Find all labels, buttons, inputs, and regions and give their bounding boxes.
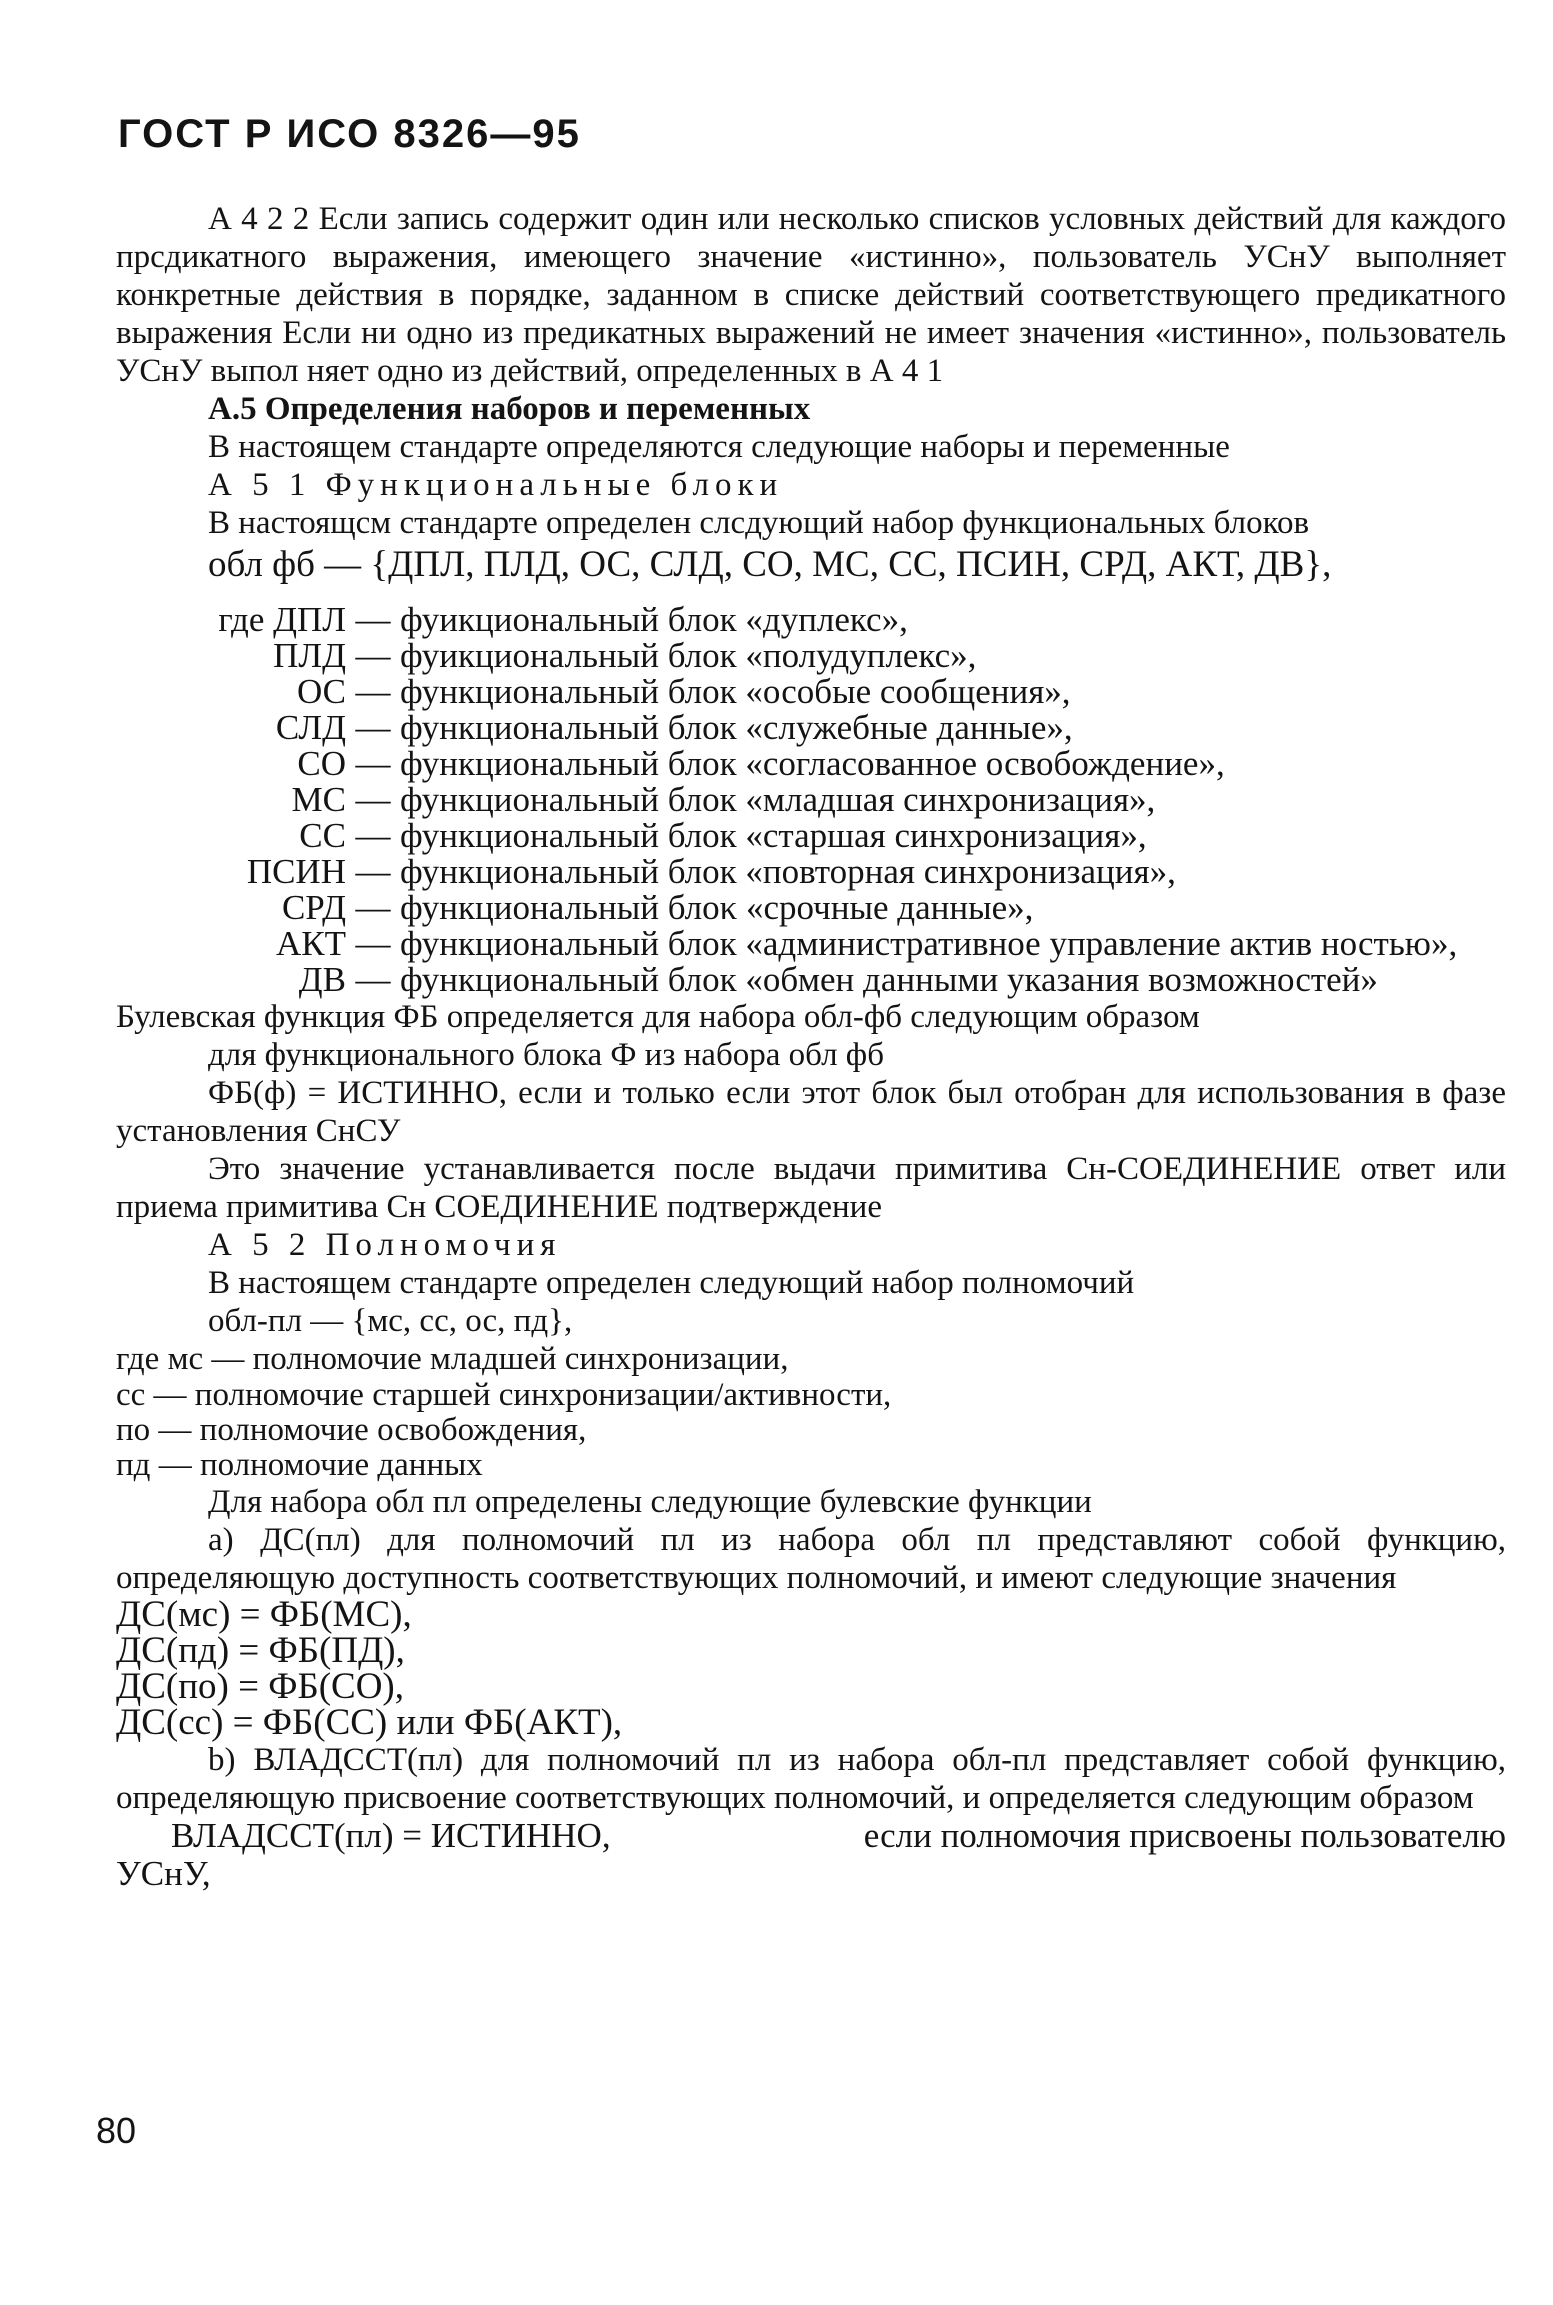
- def-dash: —: [355, 780, 391, 819]
- def-desc: функциональный блок «административное управление актив ностью»,: [400, 924, 1458, 963]
- paragraph-bool-note: Это значение устанавливается после выдачи примитива Сн-СОЕДИНЕНИЕ ответ или приема примитива Сн СОЕДИНЕНИЕ подтверждение: [116, 1151, 1506, 1225]
- ownership-definition: [171, 1817, 1506, 1855]
- def-term: АКТ: [276, 924, 346, 963]
- def-desc: функциональный блок «обмен данными указания возможностей»: [400, 960, 1378, 999]
- paragraph-item-a: а) ДС(пл) для полномочий пл из набора обл пл представляют собой функцию, определяющую доступность соответствующих полномочий, и имеют следующие значения: [116, 1522, 1506, 1596]
- definition-item: [116, 962, 1506, 998]
- equation: ДС(по) = ФБ(СО),: [116, 1666, 404, 1707]
- def-desc: функциональный блок «служебные данные»,: [400, 708, 1073, 747]
- paragraph-a52-bool-intro: Для набора обл пл определены следующие булевские функции: [208, 1484, 1092, 1520]
- def-term: МС: [291, 780, 346, 819]
- paragraph-a51-intro: В настоящсм стандарте определен слсдующий набор функциональных блоков: [208, 505, 1310, 541]
- def-term: где ДПЛ: [218, 600, 346, 639]
- set-expression-pl: обл-пл — {мс, сс, ос, пд},: [208, 1303, 573, 1339]
- def-term: ПЛД: [273, 636, 346, 675]
- equation: ДС(сс) = ФБ(СС) или ФБ(АКТ),: [116, 1702, 623, 1743]
- ownership-continuation: УСнУ,: [116, 1854, 211, 1893]
- def-desc: функциональный блок «согласованное освобождение»,: [400, 744, 1225, 783]
- authority-list: [116, 1340, 1506, 1483]
- def-dash: —: [355, 924, 391, 963]
- def-desc: функциональный блоκ «срочные данные»,: [400, 888, 1034, 927]
- definition-list: [116, 602, 1506, 998]
- definition-item: [116, 854, 1506, 890]
- paragraph-a5-intro: В настоящем стандарте определяются следующие наборы и переменные: [208, 429, 1230, 465]
- def-term: ДВ: [298, 960, 346, 999]
- authority-item: сс — полномочие старшей синхронизации/активности,: [116, 1377, 892, 1413]
- def-dash: —: [355, 816, 391, 855]
- def-term: СС: [299, 816, 346, 855]
- definition-item: [116, 674, 1506, 710]
- definition-item: [116, 926, 1506, 962]
- paragraph-bool-def: ФБ(ф) = ИСТИННО, если и только если этот блок был отобран для использования в фазе установления СнСУ: [116, 1075, 1506, 1149]
- definition-item: [116, 638, 1506, 674]
- set-expression-fb: обл фб — {ДПЛ, ПЛД, ОС, СЛД, СО, МС, СС, ПСИН, СРД, АКТ, ДВ},: [208, 544, 1332, 585]
- document-body: [116, 200, 1506, 1893]
- equation-list: [116, 1594, 1506, 1743]
- section-heading-a52: А 5 2 Полномочия: [208, 1227, 562, 1263]
- def-dash: —: [355, 600, 391, 639]
- definition-item: [116, 818, 1506, 854]
- section-heading-a5: А.5 Определения наборов и переменных: [208, 391, 811, 427]
- def-desc: функциональный блок «повторная синхронизация»,: [400, 852, 1176, 891]
- authority-item: пд — полномочие данных: [116, 1447, 483, 1483]
- paragraph-a52-intro: В настоящем стандарте определен следующий набор полномочий: [208, 1265, 1135, 1301]
- authority-item: по — полномочие освобождения,: [116, 1412, 587, 1448]
- def-dash: —: [355, 708, 391, 747]
- def-desc: фуикциональный блок «полудуплекс»,: [400, 636, 977, 675]
- page-number: 80: [96, 2110, 137, 2151]
- def-desc: фуикциональный блок «дуплекс»,: [400, 600, 908, 639]
- def-desc: функциональный блок «младшая синхронизация»,: [400, 780, 1156, 819]
- paragraph-a422: А 4 2 2 Если запись содержит один или несколько списков условных действий для каждого прсдикатного выражения, имеющего значение «истинно», пользователь УСнУ выполняет конкретные действия в порядке, заданном в списке действий соответствующего предикатного выражения Если ни одно из предикатных выражений не имеет значения «истинно», пользователь УСнУ выпол няет одно из действий, определенных в А 4 1: [116, 201, 1506, 389]
- def-term: СО: [297, 744, 346, 783]
- definition-item: [116, 890, 1506, 926]
- authority-item: где мс — полномочие младшей синхронизации,: [116, 1341, 789, 1377]
- definition-item: [116, 782, 1506, 818]
- definition-item: [116, 746, 1506, 782]
- def-term: СРД: [281, 888, 346, 927]
- paragraph-bool-for: для функционального блока Ф из набора обл фб: [208, 1037, 884, 1073]
- def-term: СЛД: [275, 708, 346, 747]
- ownership-left: ВЛАДССТ(пл) = ИСТИННО,: [171, 1816, 611, 1855]
- document-header: ГОСТ Р ИСО 8326—95: [118, 112, 581, 156]
- def-dash: —: [355, 852, 391, 891]
- ownership-right: если полномочия присвоены пользователю: [863, 1816, 1506, 1855]
- paragraph-bool-intro: Булевская функция ФБ определяется для набора обл-фб следующим образом: [116, 999, 1200, 1035]
- definition-item: [116, 710, 1506, 746]
- paragraph-item-b: b) ВЛАДССТ(пл) для полномочий пл из набора обл-пл представляет собой функцию, определяющую присвоение соответствующих полномочий, и определяется следующим образом: [116, 1742, 1506, 1816]
- def-dash: —: [355, 888, 391, 927]
- def-dash: —: [355, 636, 391, 675]
- def-dash: —: [355, 672, 391, 711]
- def-term: ОС: [296, 672, 346, 711]
- equation: ДС(мс) = ФБ(МС),: [116, 1594, 412, 1635]
- equation: ДС(пд) = ФБ(ПД),: [116, 1630, 405, 1671]
- definition-item: [116, 602, 1506, 638]
- def-dash: —: [355, 744, 391, 783]
- def-desc: функциональный блок «особые сообщения»,: [400, 672, 1071, 711]
- def-desc: функциональный блок «старшая синхронизация»,: [400, 816, 1147, 855]
- def-dash: —: [355, 960, 391, 999]
- section-heading-a51: А 5 1 Функциональные блоки: [208, 467, 784, 503]
- def-term: ПСИН: [246, 852, 346, 891]
